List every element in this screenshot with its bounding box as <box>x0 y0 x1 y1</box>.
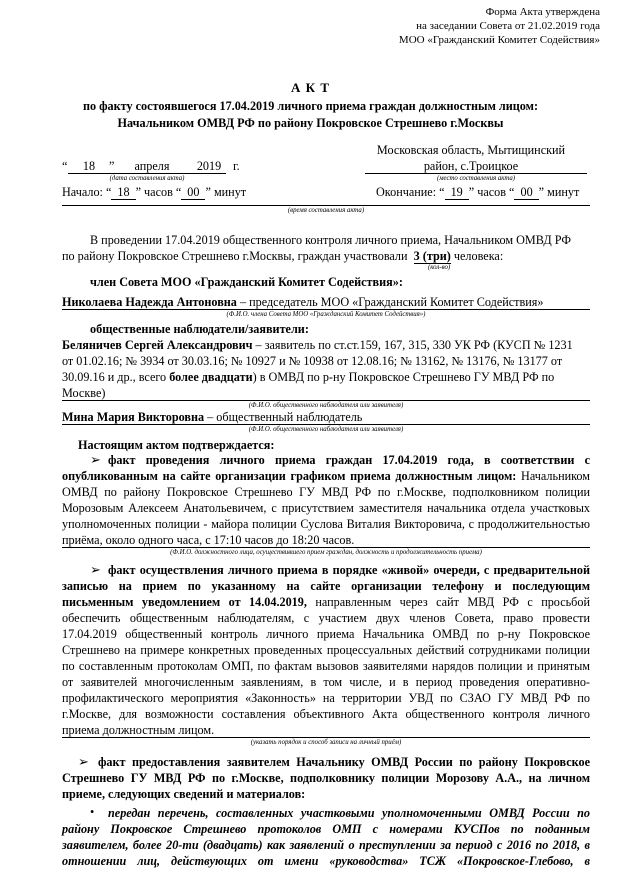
fact2-line8: от заявителей многочисленным заявлениям, в том числе, и в период проведения оперативно- <box>62 675 590 689</box>
observer2-underline <box>62 424 590 425</box>
fact3-arrow-icon: ➢ <box>78 754 89 769</box>
member-line: Николаева Надежда Антоновна – председатель МОО «Гражданский Комитет Содействия» <box>62 295 544 309</box>
fact3-line1: факт предоставления заявителем Начальнику ОМВД России по району Покровское <box>98 755 590 769</box>
document-subtitle-1: по факту состоявшегося 17.04.2019 личного приема граждан должностным лицом: <box>82 99 539 113</box>
fact2-line9: профилактического мероприятия «Законность» на территории УВД по СЗАО ГУ МВД РФ по <box>62 691 590 705</box>
fact2-caption: (указать порядок и способ записи на личный приём) <box>250 739 402 746</box>
fact2-line1: факт осуществления личного приема в порядке «живой» очереди, с предварительной <box>108 563 590 577</box>
observers-header: общественные наблюдатели/заявители: <box>90 322 309 336</box>
date-year: 2019 <box>196 159 222 173</box>
fact1-underline <box>62 547 590 548</box>
observer1-line4: Москве) <box>62 386 106 400</box>
time-underline <box>62 205 590 206</box>
end-minute: 00 <box>514 185 538 200</box>
date-quote-open: “ <box>62 159 68 173</box>
fact3-sub-line1: передан перечень, составленных участковыми уполномоченными ОМВД России по <box>108 806 590 820</box>
fact3-line3: приеме, следующих сведений и материалов: <box>62 787 306 801</box>
fact3-sub-line2: району Покровское Стрешнево протоколов ОМП с номерами КУСПов по поданным <box>62 822 590 836</box>
observer1-underline <box>62 400 590 401</box>
observer2-name: Мина Мария Викторовна <box>62 410 205 424</box>
fact2-line4: обеспечить общественным наблюдателям, с участием двух членов Совета, право провести <box>62 611 590 625</box>
date-caption: (дата составления акта) <box>109 175 185 182</box>
observer1-line2: от 01.02.16; № 3934 от 30.03.16; № 10927 и № 10938 от 12.08.16; № 13162, № 13176, № 13177 от <box>62 354 563 368</box>
form-approval-line1: Форма Акта утверждена <box>485 6 600 18</box>
fact3-bullet-icon: • <box>90 805 95 819</box>
date-underline <box>68 173 226 174</box>
fact1-line3: ОМВД по району Покровское Стрешнево ГУ МВД РФ по г.Москве, подполковником полиции <box>62 485 590 499</box>
observer1-line3: 30.09.16 и др., всего более двадцати) в ОМВД по р-ну Покровское Стрешнево ГУ МВД РФ по <box>62 370 555 384</box>
fact3-sub-line4: отношении лиц, действующих от имени «руководства» ТСЖ «Покровское-Глебово, в <box>62 854 590 868</box>
fact2-line3: письменным уведомлением от 14.04.2019, направленным через сайт МВД РФ с просьбой <box>62 595 590 609</box>
time-caption: (время составления акта) <box>287 207 365 214</box>
date-year-suffix: г. <box>233 159 240 173</box>
fact2-line5: 17.04.2019 общественный контроль личного приема Начальника ОМВД по р-ну Покровское <box>62 627 590 641</box>
end-label: Окончание: “ 19 ” часов “ 00 ” минут <box>376 185 580 199</box>
fact2-arrow-icon: ➢ <box>90 562 101 577</box>
place-line1: Московская область, Мытищинский <box>376 143 566 157</box>
date-quote-close: ” <box>109 159 115 173</box>
place-underline <box>365 173 587 174</box>
form-approval-line2: на заседании Совета от 21.02.2019 года <box>416 20 600 32</box>
intro-line1: В проведении 17.04.2019 общественного контроля личного приема, Начальником ОМВД РФ <box>90 233 571 247</box>
member-caption: (Ф.И.О. члена Совета МОО «Гражданский Комитет Содействия») <box>226 311 426 318</box>
end-hour: 19 <box>445 185 469 200</box>
fact3-sub-line3: заявителем, более 20-ти (двадцать) как заявлений о преступлении за период с 2016 по 2018, в <box>62 838 590 852</box>
intro-line2: по району Покровское Стрешнево г.Москвы, граждан участвовали 3 (три) человека: <box>62 249 504 263</box>
fact2-line7: по составленным протоколам ОМП, по фактам вызовов заявителями нарядов полиции и принятым <box>62 659 590 673</box>
member-header: член Совета МОО «Гражданский Комитет Содействия»: <box>90 275 403 289</box>
fact1-arrow-icon: ➢ <box>90 452 101 467</box>
member-underline <box>62 309 590 310</box>
count-caption: (кол-во) <box>428 264 451 271</box>
fact2-line6: Стрешнево на примере конкретных проведенных процессуальных действий сотрудниками полиции <box>62 643 590 657</box>
observer2-caption: (Ф.И.О. общественного наблюдателя или заявителя) <box>248 426 404 433</box>
start-hour: 18 <box>111 185 135 200</box>
place-caption: (место составления акта) <box>436 175 516 182</box>
fact1-line1: факт проведения личного приема граждан 17.04.2019 года, в соответствии с <box>108 453 590 467</box>
document-subtitle-2: Начальником ОМВД РФ по району Покровское Стрешнево г.Москвы <box>117 116 504 130</box>
date-month: апреля <box>134 159 170 173</box>
document-title: А К Т <box>291 80 330 95</box>
observer1-line1: Беляничев Сергей Александрович – заявитель по ст.ст.159, 167, 315, 330 УК РФ (КУСП № 1231 <box>62 338 573 352</box>
fact1-line6: приёма, около одного часа, с 17:10 часов до 18:20 часов. <box>62 533 355 547</box>
participant-count: 3 (три) <box>413 249 451 263</box>
observer1-caption: (Ф.И.О. общественного наблюдателя или заявителя) <box>248 402 404 409</box>
fact3-line2: Стрешнево ГУ МВД РФ по г.Москве, подполковнику полиции Морозову А.А., на личном <box>62 771 590 785</box>
fact2-line2: записью на прием по указанному на сайте организации телефону и последующим <box>62 579 590 593</box>
fact2-underline <box>62 737 590 738</box>
fact1-line4: Морозовым Алексеем Анатольевичем, с присутствием заместителя начальника отдела участковых <box>62 501 590 515</box>
fact1-caption: (Ф.И.О. должностного лица, осуществившего прием граждан, должность и продолжительность приема) <box>170 549 482 556</box>
start-minute: 00 <box>181 185 205 200</box>
fact1-line5: уполномоченных полиции - майора полиции Суслова Виталия Викторовича, с продолжительностью <box>62 517 590 531</box>
member-name: Николаева Надежда Антоновна <box>62 295 237 309</box>
date-day: 18 <box>82 159 96 173</box>
fact2-line10: г.Москве, для возможности составления объективного Акта общественного контроля личного <box>62 707 590 721</box>
observer1-name: Беляничев Сергей Александрович <box>62 338 253 352</box>
form-approval-line3: МОО «Гражданский Комитет Содействия» <box>398 34 600 46</box>
observer2-line: Мина Мария Викторовна – общественный наблюдатель <box>62 410 363 424</box>
fact1-line2: опубликованным на сайте организации графиком приема должностным лицом: Начальником <box>62 469 590 483</box>
confirm-header: Настоящим актом подтверждается: <box>78 438 275 452</box>
place-line2: район, с.Троицкое <box>423 159 519 173</box>
start-label: Начало: “ 18 ” часов “ 00 ” минут <box>62 185 247 199</box>
fact2-line11: приема должностным лицом. <box>62 723 215 737</box>
